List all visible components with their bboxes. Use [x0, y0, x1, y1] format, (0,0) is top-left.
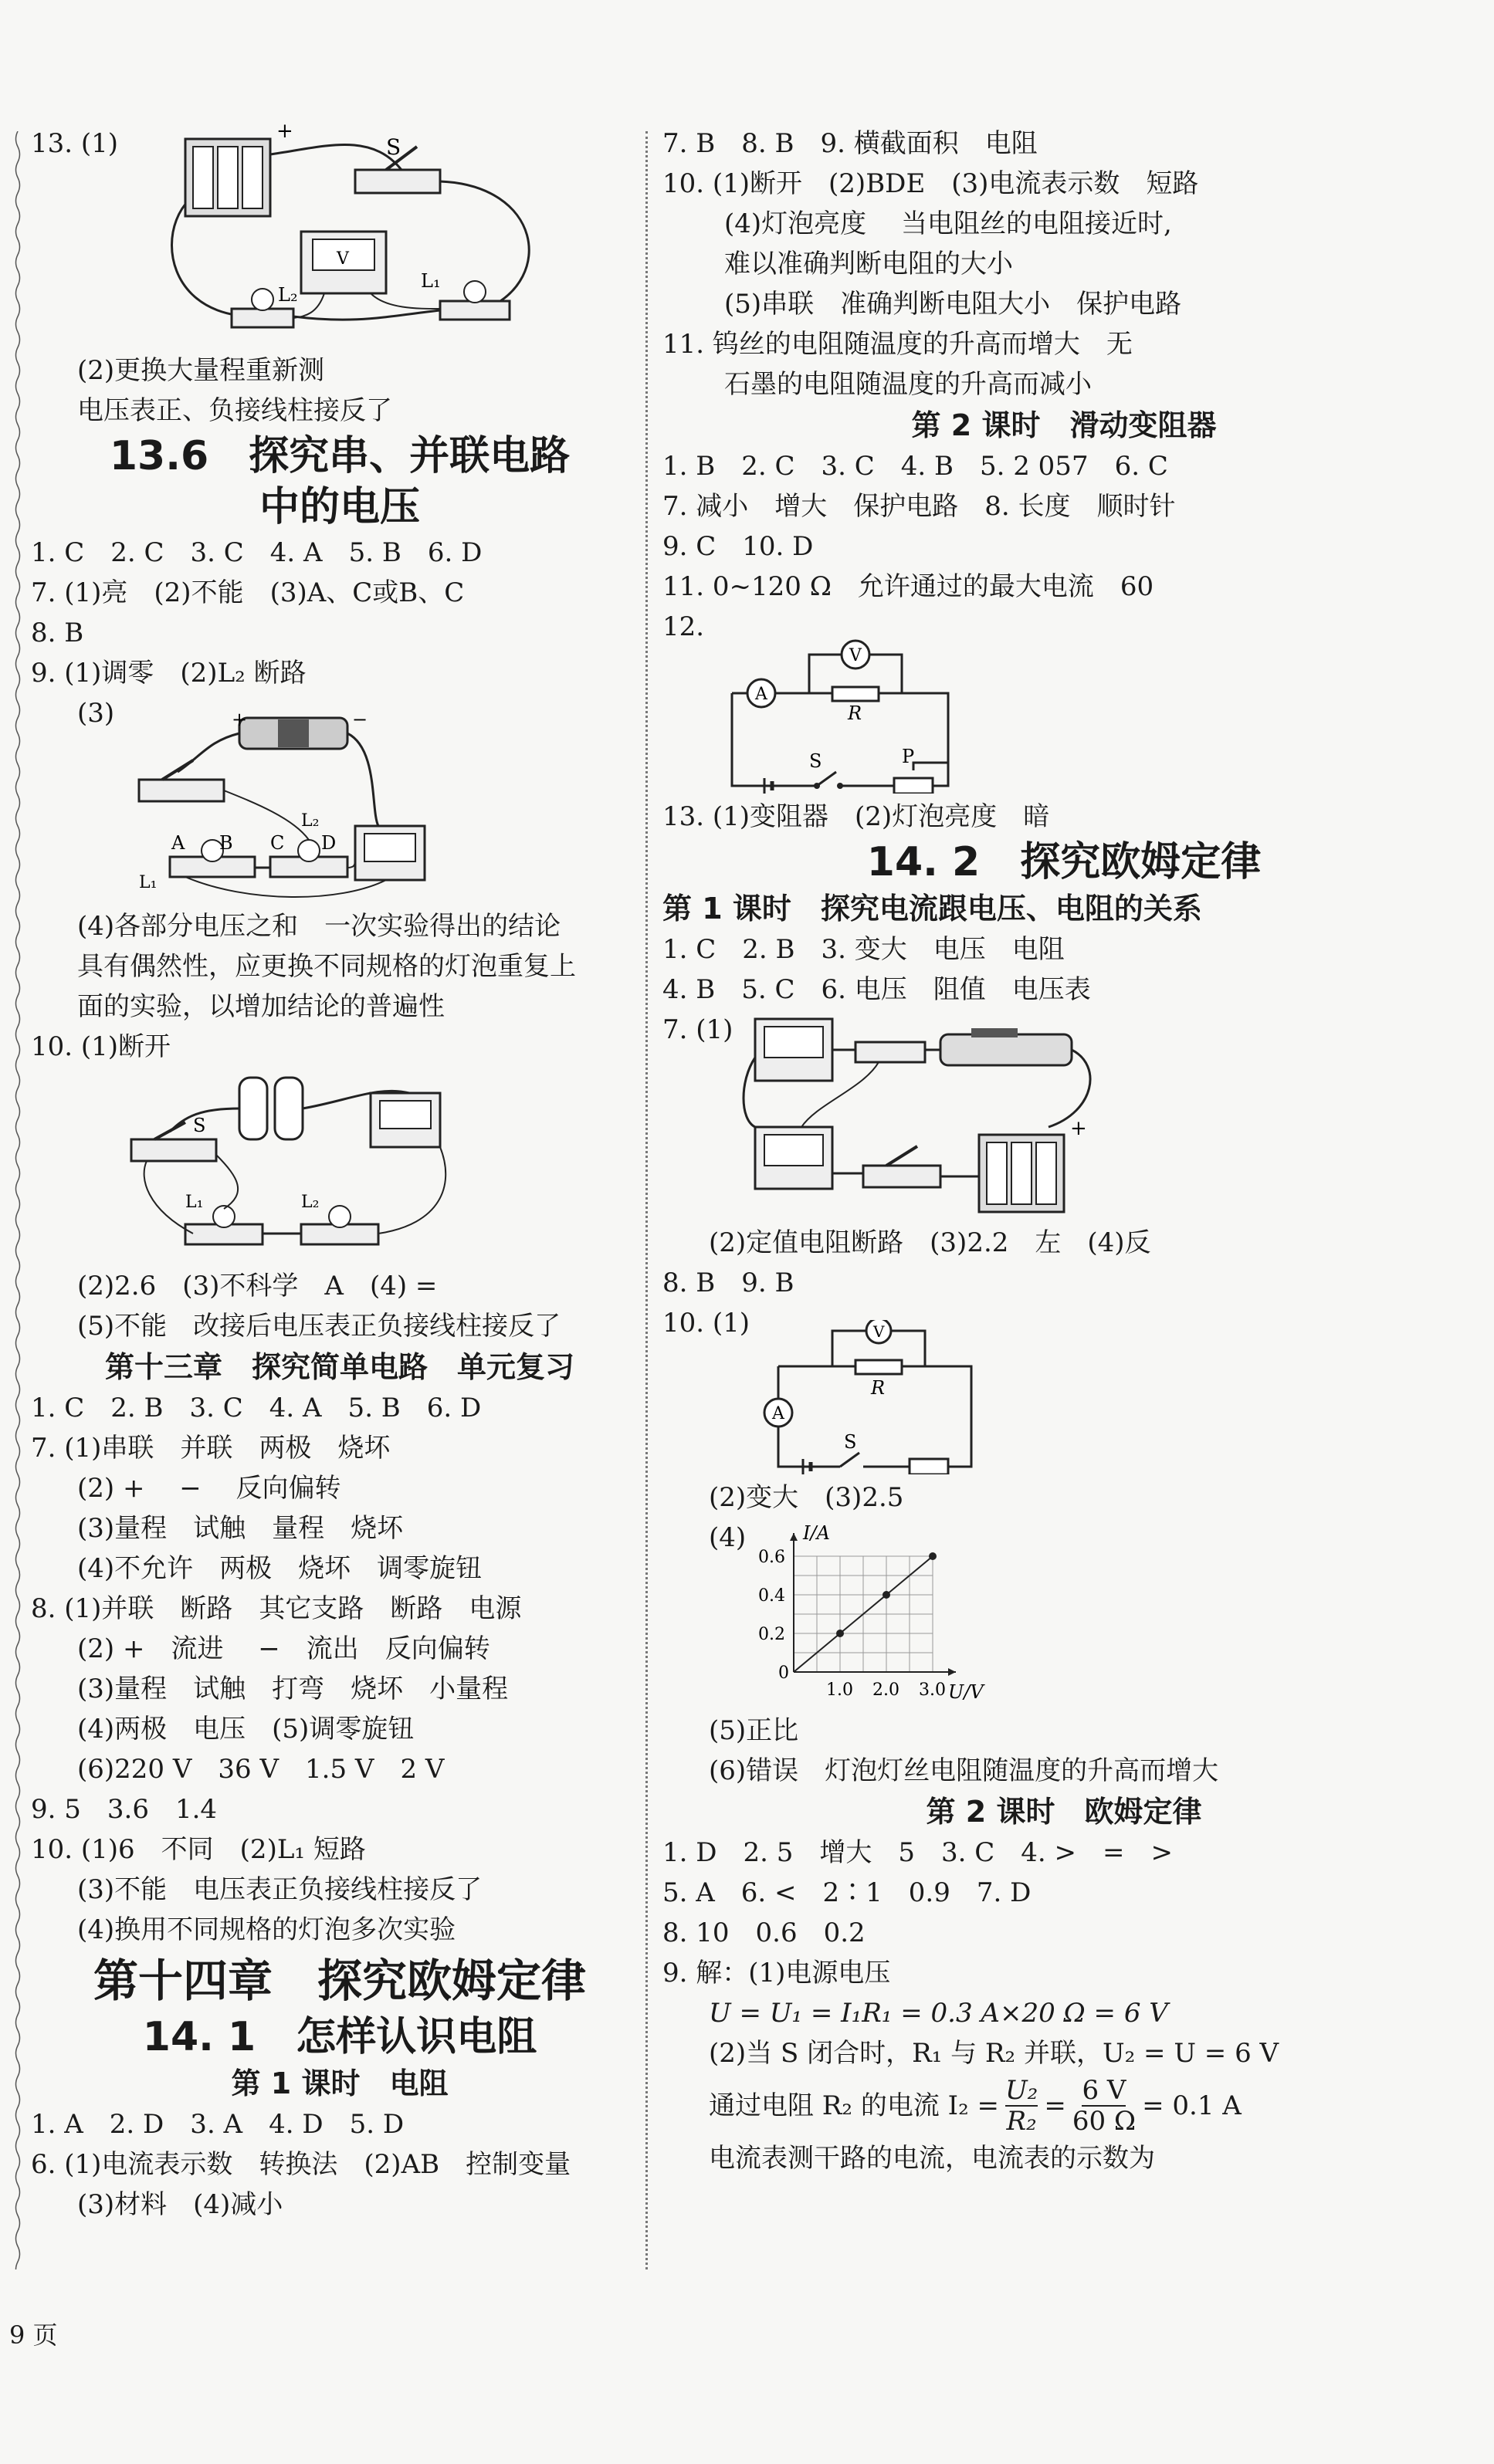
svg-text:V: V	[873, 1322, 885, 1341]
q13-answer-2: (2)更换大量程重新测	[77, 355, 325, 386]
ohm-answers-8-9: 8. B 9. B	[662, 1268, 794, 1298]
svg-text:L₁: L₁	[139, 873, 158, 892]
svg-text:D: D	[321, 832, 337, 854]
figure-10b-circuit	[763, 1320, 994, 1474]
slide-answers-9-10: 9. C 10. D	[662, 531, 814, 562]
svg-text:L₁: L₁	[185, 1193, 204, 1212]
left-column	[31, 124, 649, 2225]
review-10-1: 10. (1)6 不同 (2)L₁ 短路	[31, 1834, 366, 1865]
svg-text:+: +	[1070, 1117, 1087, 1140]
answer-9-4a: (4)各部分电压之和 一次实验得出的结论	[77, 911, 561, 942]
svg-text:L₂: L₂	[301, 1193, 320, 1212]
y-tick-label: 0.6	[758, 1548, 785, 1567]
binding-wave-left	[14, 131, 22, 2269]
origin-label: 0	[778, 1664, 789, 1683]
answer-10-4: (5)串联 准确判断电阻大小 保护电路	[724, 289, 1182, 320]
equals-sign: =	[1044, 2090, 1066, 2121]
y-tick-label: 0.4	[758, 1586, 785, 1606]
answers-7-9: 7. B 8. B 9. 横截面积 电阻	[662, 128, 1038, 159]
lesson-2-title: 第 2 课时 滑动变阻器	[911, 408, 1217, 442]
i-u-chart	[747, 1518, 1010, 1711]
lesson1-answer-6-3: (3)材料 (4)减小	[77, 2189, 283, 2220]
chart-block	[662, 1518, 1465, 1711]
y-axis-label: I/A	[803, 1522, 830, 1544]
svg-text:+: +	[232, 709, 248, 730]
svg-text:S: S	[193, 1115, 206, 1136]
svg-text:C: C	[270, 832, 285, 854]
review-9: 9. 5 3.6 1.4	[31, 1794, 218, 1825]
answers-1-6: 1. C 2. C 3. C 4. A 5. B 6. D	[31, 537, 483, 568]
review-7-3: (3)量程 试触 量程 烧坏	[77, 1513, 404, 1544]
svg-text:S: S	[809, 750, 822, 772]
svg-text:L₂: L₂	[278, 284, 298, 306]
review-8-3: (3)量程 试触 打弯 烧坏 小量程	[77, 1674, 509, 1704]
ohm-answer-10: 10. (1)	[662, 1308, 750, 1339]
ohm-answer-10-4: (4)	[709, 1522, 747, 1553]
page-number: 9 页	[9, 2320, 58, 2350]
chapter-13-review-title: 第十三章 探究简单电路 单元复习	[104, 1350, 574, 1384]
fraction-6v-60ohm	[1072, 2076, 1136, 2136]
y-tick-label: 0.2	[758, 1625, 785, 1644]
slide-answer-12: 12.	[662, 611, 705, 642]
section-13-6-title-2: 中的电压	[259, 484, 420, 530]
answer-10-2: (4)灯泡亮度 当电阻丝的电阻接近时,	[724, 208, 1172, 239]
lesson-1b-title: 第 1 课时 探究电流跟电压、电阻的关系	[662, 892, 1202, 926]
svg-text:A: A	[755, 685, 767, 704]
data-point	[836, 1630, 844, 1637]
fraction-u2-r2	[1005, 2076, 1038, 2136]
law-answer-9-3-text: 通过电阻 R₂ 的电流 I₂ =	[709, 2090, 1000, 2121]
law-answers-5-7: 5. A 6. < 2∶1 0.9 7. D	[662, 1877, 1032, 1908]
section-13-6-title-1: 13.6 探究串、并联电路	[109, 433, 571, 479]
chapter-14-title: 第十四章 探究欧姆定律	[93, 1955, 586, 2007]
ohm-answer-10-5: (5)正比	[709, 1715, 799, 1746]
svg-text:+: +	[276, 124, 293, 143]
svg-text:V: V	[337, 249, 349, 269]
data-point	[883, 1591, 890, 1599]
law-answer-9-3	[662, 2073, 1465, 2138]
svg-text:R: R	[871, 1377, 886, 1399]
review-8-2: (2) + 流进 − 流出 反向偏转	[77, 1633, 490, 1664]
answer-8: 8. B	[31, 618, 84, 648]
law-answers-1-4: 1. D 2. 5 增大 5 3. C 4. > = >	[662, 1837, 1173, 1868]
answer-10-5: (5)不能 改接后电压表正负接线柱接反了	[77, 1311, 561, 1342]
lesson-1-title: 第 1 课时 电阻	[231, 2066, 449, 2100]
law-answer-9: 9. 解：(1)电源电压	[662, 1958, 891, 1988]
ohm-answer-7: 7. (1)	[662, 1014, 733, 1045]
slide-answers-7-8: 7. 减小 增大 保护电路 8. 长度 顺时针	[662, 491, 1176, 522]
svg-text:L₁: L₁	[421, 270, 441, 292]
svg-text:S: S	[844, 1431, 857, 1453]
figure-7-circuit	[740, 1011, 1110, 1220]
review-7-2: (2) + − 反向偏转	[77, 1473, 341, 1504]
x-axis-arrow	[948, 1668, 956, 1676]
review-7-4: (4)不允许 两极 烧坏 调零旋钮	[77, 1553, 483, 1584]
x-tick-label: 3.0	[919, 1680, 946, 1700]
svg-text:B: B	[219, 832, 233, 854]
law-answer-9-eq1: U = U₁ = I₁R₁ = 0.3 A×20 Ω = 6 V	[709, 1998, 1168, 2029]
svg-text:A: A	[772, 1404, 784, 1423]
svg-text:R: R	[848, 702, 862, 724]
svg-text:S: S	[386, 134, 401, 160]
x-tick-label: 1.0	[826, 1680, 853, 1700]
answer-9-4c: 面的实验，以增加结论的普遍性	[77, 991, 445, 1022]
section-14-1-title: 14. 1 怎样认识电阻	[142, 2014, 537, 2060]
slide-answer-11: 11. 0~120 Ω 允许通过的最大电流 60	[662, 571, 1154, 602]
ohm-answers-4-6: 4. B 5. C 6. 电压 阻值 电压表	[662, 974, 1091, 1005]
svg-text:P: P	[902, 746, 915, 767]
review-1-6: 1. C 2. B 3. C 4. A 5. B 6. D	[31, 1393, 482, 1423]
svg-text:V: V	[849, 646, 862, 665]
right-column	[662, 124, 1465, 2178]
answer-11-1: 11. 钨丝的电阻随温度的升高而增大 无	[662, 329, 1133, 360]
figure-12-circuit	[717, 639, 979, 794]
answer-9-3: (3)	[77, 698, 115, 729]
q13-label: 13. (1)	[31, 128, 119, 159]
figure-13-circuit	[124, 124, 556, 347]
fraction-2-denominator: 60 Ω	[1072, 2106, 1137, 2137]
fraction-2-numerator: 6 V	[1082, 2075, 1126, 2106]
review-8-4: (4)两极 电压 (5)调零旋钮	[77, 1714, 415, 1745]
answer-10-1: 10. (1)断开 (2)BDE (3)电流表示数 短路	[662, 168, 1199, 199]
answer-11-2: 石墨的电阻随温度的升高而减小	[724, 369, 1092, 400]
slide-answer-13: 13. (1)变阻器 (2)灯泡亮度 暗	[662, 801, 1050, 832]
figure-9-circuit	[124, 702, 479, 903]
answer-9: 9. (1)调零 (2)L₂ 断路	[31, 658, 307, 689]
review-8-6: (6)220 V 36 V 1.5 V 2 V	[77, 1754, 445, 1785]
ohm-answer-10-2: (2)变大 (3)2.5	[709, 1482, 904, 1513]
fraction-1-denominator: R₂	[1006, 2106, 1037, 2137]
svg-text:L₂: L₂	[301, 811, 320, 831]
answer-10: 10. (1)断开	[31, 1031, 171, 1062]
y-axis-arrow	[790, 1533, 798, 1541]
svg-text:−: −	[352, 709, 368, 730]
ohm-answer-10-6: (6)错误 灯泡灯丝电阻随温度的升高而增大	[709, 1755, 1219, 1786]
lesson1-answer-6: 6. (1)电流表示数 转换法 (2)AB 控制变量	[31, 2149, 571, 2180]
answer-10-3: 难以准确判断电阻的大小	[724, 249, 1013, 279]
section-14-2-title: 14. 2 探究欧姆定律	[866, 839, 1262, 885]
law-answer-8: 8. 10 0.6 0.2	[662, 1917, 866, 1948]
review-8-1: 8. (1)并联 断路 其它支路 断路 电源	[31, 1593, 522, 1624]
slide-answers-1-6: 1. B 2. C 3. C 4. B 5. 2 057 6. C	[662, 451, 1168, 482]
review-10-3: (3)不能 电压表正负接线柱接反了	[77, 1874, 483, 1905]
figure-10-circuit	[116, 1070, 471, 1263]
law-answer-9-3-result: = 0.1 A	[1142, 2090, 1242, 2121]
answer-9-4b: 具有偶然性，应更换不同规格的灯泡重复上	[77, 951, 576, 982]
law-answer-9-2: (2)当 S 闭合时，R₁ 与 R₂ 并联，U₂ = U = 6 V	[709, 2038, 1279, 2069]
ohm-answers-1-3: 1. C 2. B 3. 变大 电压 电阻	[662, 934, 1065, 965]
fraction-1-numerator: U₂	[1005, 2075, 1038, 2106]
data-point	[929, 1552, 937, 1560]
review-10-4: (4)换用不同规格的灯泡多次实验	[77, 1914, 456, 1945]
review-7-1: 7. (1)串联 并联 两极 烧坏	[31, 1433, 391, 1464]
ohm-answer-7-2: (2)定值电阻断路 (3)2.2 左 (4)反	[709, 1227, 1151, 1258]
answer-7: 7. (1)亮 (2)不能 (3)A、C或B、C	[31, 577, 465, 608]
x-axis-label: U/V	[948, 1681, 984, 1703]
answer-10-2: (2)2.6 (3)不科学 A (4) =	[77, 1271, 438, 1301]
law-answer-9-4: 电流表测干路的电流，电流表的示数为	[709, 2143, 1155, 2174]
x-tick-label: 2.0	[872, 1680, 899, 1700]
lesson1-answers-1-5: 1. A 2. D 3. A 4. D 5. D	[31, 2109, 405, 2140]
lesson-2b-title: 第 2 课时 欧姆定律	[926, 1795, 1202, 1829]
svg-text:A: A	[171, 832, 185, 854]
q13-answer-3: 电压表正、负接线柱接反了	[77, 395, 392, 426]
